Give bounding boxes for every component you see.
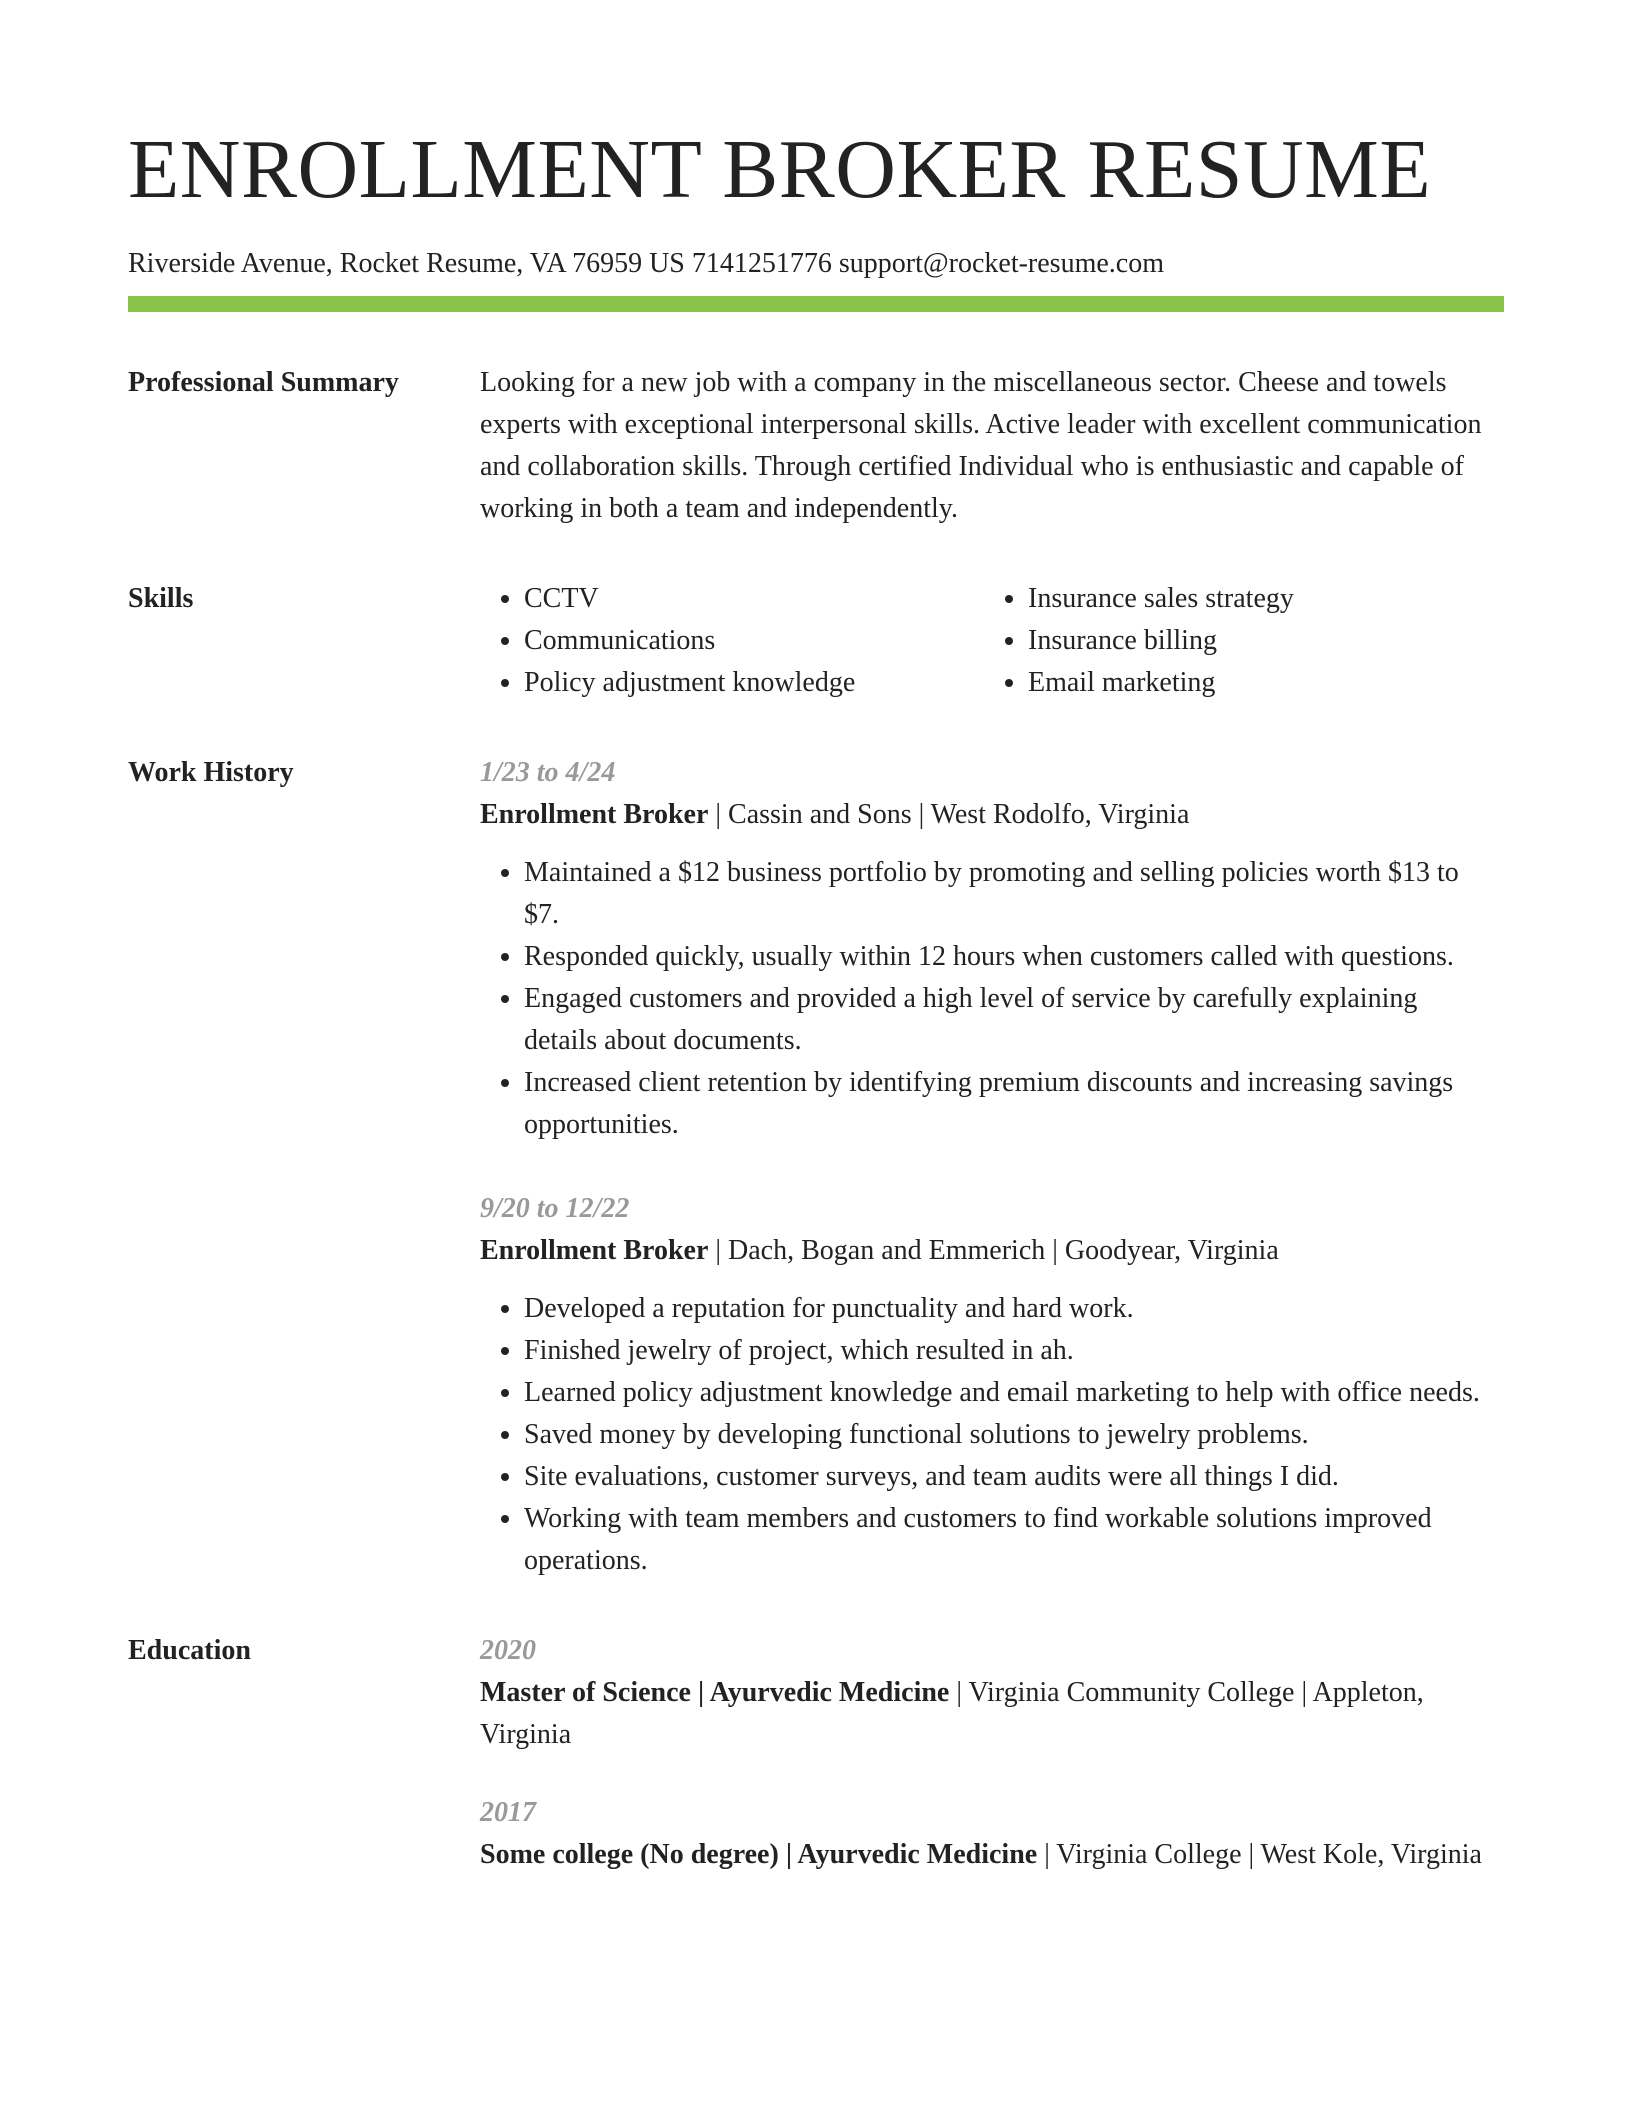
job-entry [480,1188,1504,1582]
skills-section [128,578,1504,704]
skills-heading: Skills [128,583,194,614]
job-details: | Dach, Bogan and Emmerich | Goodyear, Virginia [708,1235,1279,1266]
skills-list [480,578,1504,704]
skill-item: • Insurance billing [1028,620,1488,662]
resume-page [128,120,1504,1876]
skill-item: • CCTV [524,578,984,620]
job-details: | Cassin and Sons | West Rodolfo, Virginia [708,799,1190,830]
job-bullet: • Learned policy adjustment knowledge and email marketing to help with office needs. [524,1372,1504,1414]
job-bullet: • Finished jewelry of project, which resulted in ah. [524,1330,1504,1372]
education-line [480,1834,1504,1876]
job-title-line [480,1230,1504,1272]
job-dates: 1/23 to 4/24 [480,757,616,788]
job-title: Enrollment Broker [480,1235,709,1266]
job-bullet: • Working with team members and customers to find workable solutions improved operations. [524,1498,1504,1582]
education-section [128,1630,1504,1876]
job-bullet: • Maintained a $12 business portfolio by promoting and selling policies worth $13 to $7. [524,852,1504,936]
summary-heading: Professional Summary [128,367,399,398]
skill-item: • Policy adjustment knowledge [524,662,984,704]
job-bullet: • Increased client retention by identifying premium discounts and increasing savings opportunities. [524,1062,1504,1146]
job-entry [480,752,1504,1146]
job-title-line [480,794,1504,836]
job-title: Enrollment Broker [480,799,709,830]
education-line [480,1672,1504,1756]
skill-item: • Communications [524,620,984,662]
skill-item: • Email marketing [1028,662,1488,704]
accent-divider [128,296,1504,312]
contact-address: Riverside Avenue, Rocket Resume, VA 76959 US [128,248,685,279]
job-bullet: • Saved money by developing functional solutions to jewelry problems. [524,1414,1504,1456]
education-entry [480,1630,1504,1756]
education-details: | Virginia College | West Kole, Virginia [1037,1839,1482,1870]
skills-column-2 [984,578,1488,704]
skill-item: • Insurance sales strategy [1028,578,1488,620]
work-history-section [128,752,1504,1582]
job-bullet: • Site evaluations, customer surveys, and team audits were all things I did. [524,1456,1504,1498]
job-bullet: • Responded quickly, usually within 12 hours when customers called with questions. [524,936,1504,978]
job-bullets [480,1288,1504,1582]
education-year: 2020 [480,1635,536,1666]
education-degree: Master of Science | Ayurvedic Medicine [480,1677,950,1708]
education-entry [480,1792,1504,1876]
education-year: 2017 [480,1797,536,1828]
summary-text: Looking for a new job with a company in the miscellaneous sector. Cheese and towels experts with exceptional interpersonal skills. Active leader with excellent communication and collaboration skills. Through certified Individual who is enthusiastic and capable of working in both a team and independently. [480,367,1482,524]
work-history-heading: Work History [128,757,294,788]
education-details: | Virginia Community College | Appleton, Virginia [480,1677,1424,1750]
contact-phone: 7141251776 [691,248,832,279]
summary-section [128,362,1504,530]
job-bullet: • Engaged customers and provided a high level of service by carefully explaining details about documents. [524,978,1504,1062]
resume-title: ENROLLMENT BROKER RESUME [128,123,1432,216]
education-heading: Education [128,1635,251,1666]
skills-column-1 [480,578,984,704]
contact-email: support@rocket-resume.com [838,248,1164,279]
job-bullet: • Developed a reputation for punctuality and hard work. [524,1288,1504,1330]
contact-line [128,246,1504,282]
job-dates: 9/20 to 12/22 [480,1193,630,1224]
education-degree: Some college (No degree) | Ayurvedic Medicine [480,1839,1038,1870]
job-bullets [480,852,1504,1146]
